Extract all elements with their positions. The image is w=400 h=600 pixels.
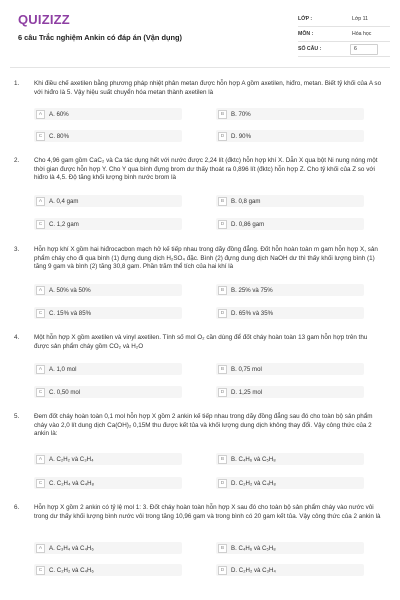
option-b[interactable] — [216, 284, 364, 296]
question-number: 5. — [14, 413, 20, 420]
meta-value: Lớp 11 — [352, 16, 368, 22]
option-text: A. 60% — [49, 110, 69, 118]
meta-row-class — [298, 13, 390, 27]
option-text: C. 0,50 mol — [49, 388, 81, 396]
option-text: A. C₃H₄ và C₄H₆ — [49, 544, 94, 552]
question-text: Hỗn hợp khí X gồm hai hiđrocacbon mạch hở kế tiếp nhau trong dãy đồng đẳng. Đốt hỗn hoàn toàn m gam hỗn hợp X, sản phẩm cháy cho đi qua bình (1) đựng dung dịch H₂SO₄ đặc. Bình (2) đựng dung dịch NaOH dư thì thấy khối lượng bình (1) tăng 9 gam và bình (2) tăng 30,8 gam. Phần trăm thể tích của hai khí là — [34, 246, 378, 271]
meta-value: 6 — [354, 46, 357, 52]
question-text: Đem đốt cháy hoàn toàn 0,1 mol hỗn hợp X gồm 2 ankin kế tiếp nhau trong dãy đồng đẳng sau đó cho toàn bộ sản phẩm cháy vào 2,0 lít dung dịch Ca(OH)₂ 0,15M thu được kết tủa và khối lượng dung dịch không thay đổi. Vậy công thức của 2 ankin là: — [34, 413, 373, 438]
option-a[interactable] — [34, 195, 182, 207]
option-letter: C — [36, 132, 45, 141]
option-text: A. 1,0 mol — [49, 365, 77, 373]
option-letter: B — [218, 197, 227, 206]
option-c[interactable] — [34, 307, 182, 319]
question-text: Cho 4,96 gam gồm CaC₂ và Ca tác dụng hết với nước được 2,24 lít (đktc) hỗn hợp khí X. Dẫn X qua bột Ni nung nóng một thời gian được hỗn hợp Y. Cho Y qua bình đựng brom dư thấy thoát ra 0,896 lít (đktc) hỗn hợp Z. Cho tỷ khối của Z so với hiđro là 4,5. Độ tăng khối lượng bình nước brom là — [34, 157, 378, 182]
question-number: 1. — [14, 80, 20, 87]
question-number: 3. — [14, 246, 20, 253]
meta-row-count — [298, 43, 390, 57]
option-letter: A — [36, 544, 45, 553]
option-text: C. C₂H₄ và C₄H₈ — [49, 479, 95, 487]
option-letter: D — [218, 479, 227, 488]
quizizz-logo: QUIZIZZ — [18, 12, 70, 27]
option-letter: C — [36, 388, 45, 397]
option-letter: D — [218, 309, 227, 318]
question-text: Khi điều chế axetilen bằng phương pháp nhiệt phân metan được hỗn hợp A gồm axetilen, hiđro, metan. Biết tỷ khối của A so với hiđro là 5. Vậy hiệu suất chuyển hóa metan thành axetilen là — [34, 80, 382, 96]
option-b[interactable] — [216, 542, 364, 554]
option-letter: C — [36, 220, 45, 229]
option-text: B. C₄H₆ và C₅H₈ — [231, 455, 276, 463]
option-text: C. 15% và 85% — [49, 309, 92, 317]
option-letter: C — [36, 479, 45, 488]
option-letter: D — [218, 132, 227, 141]
option-text: B. 70% — [231, 110, 251, 118]
option-b[interactable] — [216, 363, 364, 375]
option-d[interactable] — [216, 218, 364, 230]
option-a[interactable] — [34, 542, 182, 554]
option-text: D. 1,25 mol — [231, 388, 263, 396]
option-letter: A — [36, 455, 45, 464]
page-header — [0, 0, 400, 60]
option-a[interactable] — [34, 453, 182, 465]
meta-label: LỚP : — [298, 16, 313, 22]
option-letter: C — [36, 309, 45, 318]
document-title: 6 câu Trắc nghiệm Ankin có đáp án (Vận dụng) — [18, 33, 182, 42]
option-text: B. C₄H₆ và C₅H₈ — [231, 544, 276, 552]
option-b[interactable] — [216, 195, 364, 207]
option-text: B. 25% và 75% — [231, 286, 273, 294]
option-text: B. 0,75 mol — [231, 365, 262, 373]
meta-label: MÔN : — [298, 31, 314, 37]
option-letter: B — [218, 544, 227, 553]
question-number: 2. — [14, 157, 20, 164]
option-letter: D — [218, 220, 227, 229]
option-c[interactable] — [34, 386, 182, 398]
question-number: 4. — [14, 334, 20, 341]
meta-value: Hóa học — [352, 31, 372, 37]
meta-label: SỐ CÂU : — [298, 46, 322, 52]
option-a[interactable] — [34, 363, 182, 375]
option-letter: B — [218, 110, 227, 119]
option-letter: C — [36, 566, 45, 575]
option-letter: B — [218, 455, 227, 464]
option-text: D. 65% và 35% — [231, 309, 274, 317]
option-text: C. C₂H₂ và C₄H₆ — [49, 566, 94, 574]
option-d[interactable] — [216, 564, 364, 576]
question-number: 6. — [14, 504, 20, 511]
option-d[interactable] — [216, 130, 364, 142]
option-letter: A — [36, 286, 45, 295]
option-b[interactable] — [216, 453, 364, 465]
option-a[interactable] — [34, 108, 182, 120]
option-text: D. 90% — [231, 132, 251, 140]
question-text: Hỗn hợp X gồm 2 ankin có tỷ lệ mol 1: 3. Đốt cháy hoàn toàn hỗn hợp X sau đó cho toàn bộ sản phẩm cháy vào nước vôi trong dư thấy khối lượng bình nước vôi trong tăng 10,96 gam và trong bình có 20 gam kết tủa. Vậy công thức của 2 ankin là — [34, 504, 381, 520]
option-letter: A — [36, 110, 45, 119]
option-letter: B — [218, 365, 227, 374]
option-text: D. C₂H₂ và C₃H₄ — [231, 566, 276, 574]
option-text: C. 80% — [49, 132, 69, 140]
question-text: Một hỗn hợp X gồm axetilen và vinyl axetilen. Tính số mol O₂ cần dùng để đốt cháy hoàn toàn 13 gam hỗn hợp trên thu được sản phẩm cháy gồm CO₂ và H₂O — [34, 334, 368, 350]
option-c[interactable] — [34, 218, 182, 230]
option-d[interactable] — [216, 386, 364, 398]
meta-row-subject — [298, 28, 390, 42]
option-a[interactable] — [34, 284, 182, 296]
option-text: A. 50% và 50% — [49, 286, 91, 294]
header-divider — [10, 67, 390, 68]
option-text: A. C₂H₂ và C₃H₄ — [49, 455, 94, 463]
option-letter: B — [218, 286, 227, 295]
option-c[interactable] — [34, 564, 182, 576]
option-letter: D — [218, 388, 227, 397]
option-c[interactable] — [34, 130, 182, 142]
option-d[interactable] — [216, 477, 364, 489]
option-text: B. 0,8 gam — [231, 197, 261, 205]
option-b[interactable] — [216, 108, 364, 120]
option-text: D. 0,86 gam — [231, 220, 265, 228]
option-letter: A — [36, 365, 45, 374]
option-text: A. 0,4 gam — [49, 197, 79, 205]
option-text: C. 1,2 gam — [49, 220, 79, 228]
option-d[interactable] — [216, 307, 364, 319]
option-text: D. C₂H₂ và C₄H₈ — [231, 479, 276, 487]
option-letter: D — [218, 566, 227, 575]
option-c[interactable] — [34, 477, 182, 489]
option-letter: A — [36, 197, 45, 206]
